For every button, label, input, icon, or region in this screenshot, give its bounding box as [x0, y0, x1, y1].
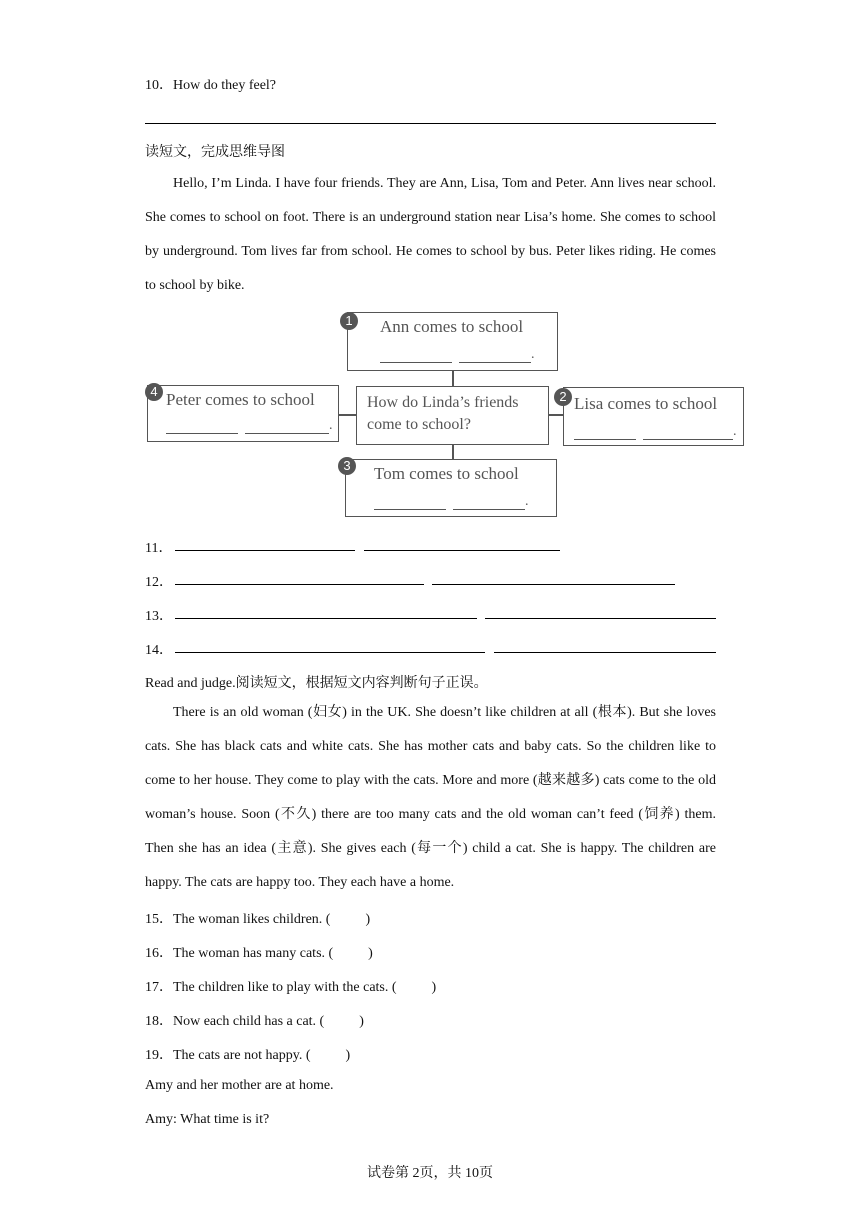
page-footer: 试卷第 2页，共 10页	[367, 1166, 493, 1181]
reading-passage-2	[145, 696, 716, 900]
answer-blank[interactable]	[432, 584, 675, 585]
node-blanks: .	[374, 494, 529, 510]
passage-text: Hello, I’m Linda. I have four friends. They are Ann, Lisa, Tom and Peter. Ann lives near school. She comes to school on foot. There is an underground station near Lisa’s home. She comes to school by underground. Tom lives far from school. He comes to school by bus. Peter likes riding. He comes to school by bike.	[145, 176, 716, 293]
answer-number: 13．	[145, 609, 173, 624]
question-number: 16．	[145, 946, 173, 961]
answer-blank[interactable]	[175, 652, 485, 653]
question-text: How do they feel?	[173, 78, 277, 93]
judge-question	[145, 908, 370, 928]
answer-number: 12．	[145, 575, 173, 590]
judge-question	[145, 942, 373, 962]
node-blanks: .	[380, 347, 535, 363]
node-number-badge: 1	[340, 312, 358, 330]
mind-map-node-3	[345, 459, 557, 517]
node-number-badge: 3	[338, 457, 356, 475]
node-number-badge: 4	[145, 383, 163, 401]
connector	[547, 414, 563, 416]
mind-map-node-1	[347, 312, 558, 371]
judge-question	[145, 1010, 364, 1030]
center-line-2: come to school?	[367, 416, 471, 433]
answer-blank[interactable]	[175, 584, 424, 585]
section-title: Read and judge.阅读短文，根据短文内容判断句子正误。	[145, 676, 488, 691]
question-number: 18．	[145, 1014, 173, 1029]
question-number: 17．	[145, 980, 173, 995]
judge-question	[145, 1044, 350, 1064]
dialogue-line: Amy: What time is it?	[145, 1112, 270, 1127]
question-text: The children like to play with the cats. ( )	[173, 980, 437, 995]
question-text: The woman has many cats. ( )	[173, 946, 373, 961]
node-label: Lisa comes to school	[574, 394, 718, 413]
question-text: The woman likes children. ( )	[173, 912, 371, 927]
question-number: 10．	[145, 78, 173, 93]
question-10	[145, 74, 276, 94]
question-number: 19．	[145, 1048, 173, 1063]
node-label: Tom comes to school	[374, 464, 519, 483]
answer-blank[interactable]	[175, 550, 355, 551]
node-label: Peter comes to school	[166, 390, 315, 409]
question-text: The cats are not happy. ( )	[173, 1048, 351, 1063]
center-line-1: How do Linda’s friends	[367, 394, 519, 411]
dialogue-intro: Amy and her mother are at home.	[145, 1078, 334, 1093]
mind-map-center	[356, 386, 549, 445]
judge-question	[145, 976, 436, 996]
node-blanks: .	[574, 424, 737, 440]
answer-blank[interactable]	[485, 618, 716, 619]
answer-number: 14．	[145, 643, 173, 658]
reading-passage-1	[145, 167, 716, 303]
answer-number: 11．	[145, 541, 173, 556]
mind-map-node-2	[563, 387, 744, 446]
mind-map-node-4	[147, 385, 339, 442]
answer-blank[interactable]	[494, 652, 716, 653]
answer-line[interactable]	[145, 123, 716, 124]
node-blanks: .	[166, 418, 333, 434]
connector	[337, 414, 356, 416]
question-text: Now each child has a cat. ( )	[173, 1014, 364, 1029]
node-number-badge: 2	[554, 388, 572, 406]
section-title: 读短文，完成思维导图	[145, 145, 285, 160]
answer-blank[interactable]	[175, 618, 477, 619]
answer-blank[interactable]	[364, 550, 560, 551]
question-number: 15．	[145, 912, 173, 927]
node-label: Ann comes to school	[380, 317, 524, 336]
connector	[452, 443, 454, 460]
connector	[452, 370, 454, 387]
passage-text: There is an old woman (妇女) in the UK. She doesn’t like children at all (根本). But she loves cats. She has black cats and white cats. She has mother cats and baby cats. So the children like to come to her house. They come to play with the cats. More and more (越来越多) cats come to the old woman’s house. Soon (不久) there are too many cats and the old woman can’t feed (饲养) them. Then she has an idea (主意). She gives each (每一个) child a cat. She is happy. The children are happy. The cats are happy too. They each have a home.	[145, 705, 716, 890]
